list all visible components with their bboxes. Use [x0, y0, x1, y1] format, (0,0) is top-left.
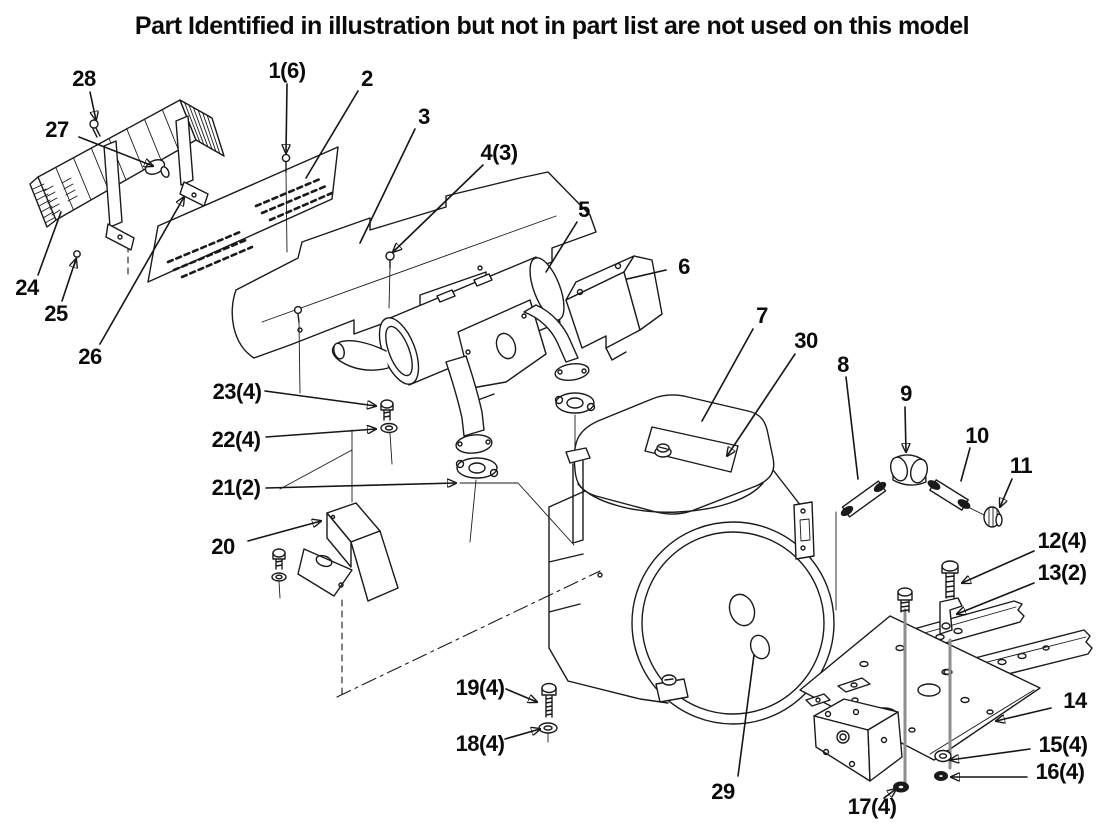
washer-16 — [934, 771, 948, 781]
nut-15 — [935, 751, 951, 762]
bracket-20 — [272, 503, 398, 601]
callout-label-3: 3 — [418, 104, 430, 129]
bolt-28 — [90, 120, 100, 137]
leader-line-8 — [846, 377, 858, 479]
callout-label-9: 9 — [900, 381, 912, 406]
bolt-12 — [942, 561, 958, 598]
diagram-note-title: Part Identified in illustration but not in part list are not used on this model — [134, 12, 970, 40]
callout-label-21: 21(2) — [211, 475, 261, 500]
fuel-pipe-assembly — [839, 455, 1002, 527]
callout-label-20: 20 — [211, 534, 235, 559]
callout-label-27: 27 — [45, 117, 69, 142]
bolt-23-washer-22 — [381, 400, 397, 464]
leader-line-15 — [950, 749, 1030, 760]
callout-label-17: 17(4) — [847, 794, 897, 819]
cap-11 — [984, 507, 1002, 527]
leader-line-1 — [286, 84, 287, 153]
callout-label-1: 1(6) — [268, 58, 306, 83]
callout-label-7: 7 — [756, 303, 768, 328]
muffler-heat-shield — [566, 256, 662, 360]
callout-label-6: 6 — [678, 254, 690, 279]
callout-label-2: 2 — [361, 66, 373, 91]
elbow-9 — [888, 455, 930, 485]
nut-17 — [893, 782, 909, 793]
leader-line-10 — [961, 448, 970, 481]
engine — [549, 395, 834, 724]
callout-label-22: 22(4) — [211, 427, 261, 452]
leader-line-11 — [1000, 479, 1012, 507]
callout-label-25: 25 — [44, 301, 68, 326]
callout-label-10: 10 — [965, 423, 989, 448]
leader-line-20 — [248, 521, 321, 541]
leader-line-18 — [505, 729, 540, 739]
callout-label-11: 11 — [1009, 453, 1033, 478]
callout-label-28: 28 — [72, 66, 96, 91]
callout-label-5: 5 — [578, 197, 590, 222]
leader-line-12 — [962, 551, 1034, 583]
leader-line-22 — [266, 429, 376, 437]
leader-line-28 — [90, 92, 96, 120]
gasket-right — [556, 393, 595, 413]
callout-label-24: 24 — [15, 275, 39, 300]
gasket-left — [457, 458, 498, 478]
leader-line-9 — [905, 407, 906, 452]
leader-line-19 — [506, 689, 537, 702]
callout-label-14: 14 — [1063, 688, 1087, 713]
callout-label-19: 19(4) — [455, 675, 505, 700]
callout-label-29: 29 — [711, 779, 735, 804]
bolt-plain — [898, 588, 912, 612]
callout-label-23: 23(4) — [212, 379, 262, 404]
fuel-cap — [655, 444, 671, 457]
leader-line-25 — [62, 259, 76, 301]
callout-label-13: 13(2) — [1037, 560, 1087, 585]
callout-label-15: 15(4) — [1038, 732, 1088, 757]
bolt-19-washer-18 — [539, 684, 557, 743]
leader-line-23 — [265, 391, 376, 406]
callout-label-26: 26 — [78, 344, 102, 369]
callout-label-16: 16(4) — [1035, 759, 1085, 784]
callout-label-4: 4(3) — [480, 140, 518, 165]
leader-line-24 — [38, 212, 61, 275]
callout-label-30: 30 — [794, 328, 818, 353]
leader-line-21 — [266, 483, 456, 488]
callout-label-18: 18(4) — [455, 731, 505, 756]
callout-label-12: 12(4) — [1037, 528, 1087, 553]
callout-label-8: 8 — [837, 352, 849, 377]
side-bracket — [794, 502, 814, 559]
blower-housing-cover — [574, 395, 773, 514]
